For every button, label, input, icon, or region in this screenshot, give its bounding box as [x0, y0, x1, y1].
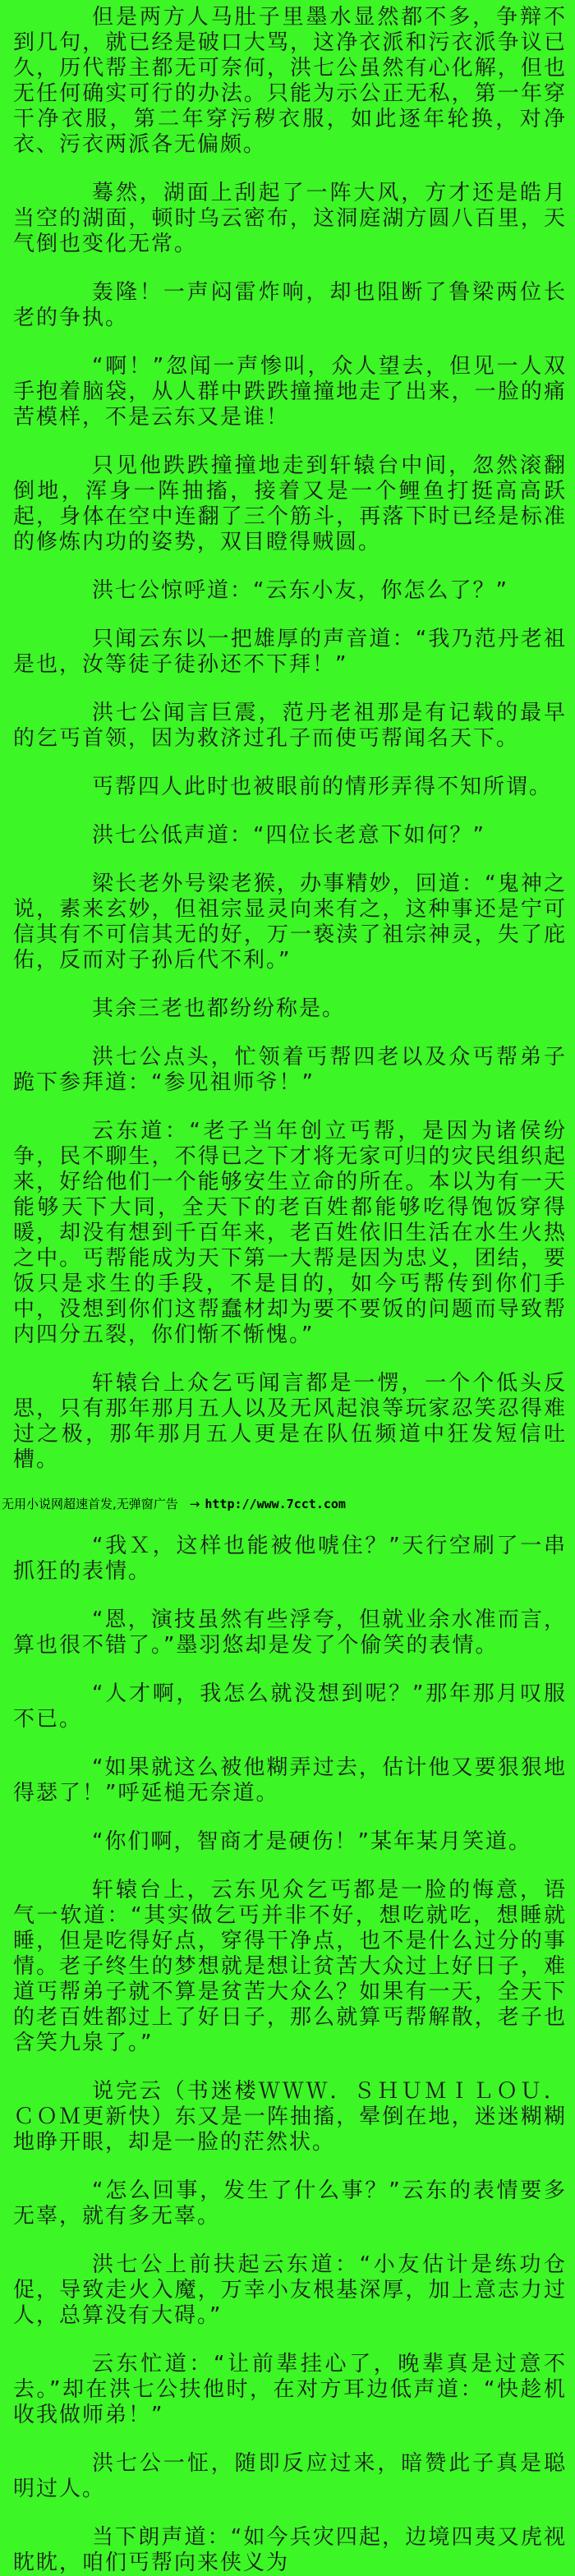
novel-paragraph: 洪七公闻言巨震，范丹老祖那是有记载的最早的乞丐首领，因为救济过孔子而使丐帮闻名天下。: [13, 701, 567, 751]
novel-paragraph: 说完云（书迷楼ＷＷＷ．ＳＨＵＭＩＬＯＵ．ＣＯＭ更新快）东又是一阵抽搐，晕倒在地，迷迷糊糊地睁开眼，却是一脸的茫然状。: [13, 2079, 567, 2155]
novel-paragraph: “啊！”忽闻一声惨叫，众人望去，但见一人双手抱着脑袋，从人群中跌跌撞撞地走了出来，一脸的痛苦模样，不是云东又是谁！: [13, 354, 567, 430]
novel-paragraph: “我Ｘ，这样也能被他唬住？”天行空刷了一串抓狂的表情。: [13, 1534, 567, 1584]
novel-paragraph: “你们啊，智商才是硬伤！”某年某月笑道。: [92, 1829, 531, 1854]
novel-paragraph: 蓦然，湖面上刮起了一阵大风，方才还是皓月当空的湖面，顿时乌云密布，这洞庭湖方圆八百里，天气倒也变化无常。: [13, 181, 567, 256]
novel-paragraph: 云东道：“老子当年创立丐帮，是因为诸侯纷争，民不聊生，不得已之下才将无家可归的灾民组织起来，好给他们一个能够安生立命的所在。本以为有一天能够天下大同，全天下的老百姓都能够吃得饱饭穿得暖，却没有想到千百年来，老百姓依旧生活在水生火热之中。丐帮能成为天下第一大帮是因为忠义，团结，要饭只是求生的手段，不是目的，如今丐帮传到你们手中，没想到你们这帮蠢材却为要不要饭的问题而导致帮内四分五裂，你们惭不惭愧。”: [13, 1119, 567, 1347]
novel-paragraph: 轩辕台上众乞丐闻言都是一愣，一个个低头反思，只有那年那月五人以及无风起浪等玩家忍笑忍得难过之极，那年那月五人更是在队伍频道中狂发短信吐槽。: [13, 1371, 567, 1472]
ad-url-link[interactable]: http://www.7cct.com: [205, 1497, 346, 1511]
ad-banner: [0, 1496, 575, 1512]
novel-paragraph: 梁长老外号梁老猴，办事精妙，回道：“鬼神之说，素来玄妙，但祖宗显灵向来有之，这种事还是宁可信其有不可信其无的好，万一亵渎了祖宗神灵，失了庇佑，反而对子孙后代不利。”: [13, 872, 567, 973]
novel-paragraph: 只见他跌跌撞撞地走到轩辕台中间，忽然滚翻倒地，浑身一阵抽搐，接着又是一个鲤鱼打挺高高跃起，身体在空中连翻了三个筋斗，再落下时已经是标准的修炼内功的姿势，双目瞪得贼圆。: [13, 453, 567, 554]
novel-paragraph: “人才啊，我怎么就没想到呢？”那年那月叹服不已。: [13, 1681, 567, 1732]
novel-paragraph: 洪七公点头，忙领着丐帮四老以及众丐帮弟子跪下参拜道：“参见祖师爷！”: [13, 1045, 567, 1095]
novel-paragraph: “怎么回事，发生了什么事？”云东的表情要多无辜，就有多无辜。: [13, 2178, 567, 2229]
novel-paragraph: 轩辕台上，云东见众乞丐都是一脸的悔意，语气一软道：“其实做乞丐并非不好，想吃就吃，想睡就睡，但是吃得好点，穿得干净点，也不是什么过分的事情。老子终生的梦想就是想让贫苦大众过上好日子，难道丐帮弟子就不算是贫苦大众么？如果有一天，全天下的老百姓都过上了好日子，那么就算丐帮解散，老子也含笑九泉了。”: [13, 1878, 567, 2055]
novel-paragraph: 云东忙道：“让前辈挂心了，晚辈真是过意不去。”却在洪七公扶他时，在对方耳边低声道：“快趁机收我做师弟！”: [13, 2352, 567, 2427]
arrow-right-icon: →: [189, 1497, 200, 1511]
novel-paragraph: 但是两方人马肚子里墨水显然都不多，争辩不到几句，就已经是破口大骂，这净衣派和污衣派争议已久，历代帮主都无可奈何，洪七公虽然有心化解，但也无任何确实可行的办法。只能为示公正无私，第一年穿干净衣服，第二年穿污秽衣服，如此逐年轮换，对净衣、污衣两派各无偏颇。: [13, 5, 567, 157]
novel-paragraph: “恩，演技虽然有些浮夸，但就业余水准而言，算也很不错了。”墨羽悠却是发了个偷笑的表情。: [13, 1608, 567, 1658]
novel-paragraph: 轰隆！一声闷雷炸响，却也阻断了鲁梁两位长老的争执。: [13, 280, 567, 330]
novel-paragraph: 洪七公上前扶起云东道：“小友估计是练功仓促，导致走火入魔，万幸小友根基深厚，加上意志力过人，总算没有大碍。”: [13, 2252, 567, 2328]
novel-paragraph: 当下朗声道：“如今兵灾四起，边境四夷又虎视眈眈，咱们丐帮向来侠义为: [13, 2525, 567, 2575]
novel-paragraph: 其余三老也都纷纷称是。: [92, 996, 346, 1021]
novel-paragraph: “如果就这么被他糊弄过去，估计他又要狠狠地得瑟了！”呼延槌无奈道。: [13, 1755, 567, 1806]
novel-paragraph: 洪七公惊呼道：“云东小友，你怎么了？”: [92, 578, 508, 603]
novel-paragraph: 洪七公低声道：“四位长老意下如何？”: [92, 823, 485, 848]
novel-paragraph: 洪七公一怔，随即反应过来，暗赞此子真是聪明过人。: [13, 2451, 567, 2501]
novel-paragraph: 丐帮四人此时也被眼前的情形弄得不知所谓。: [92, 775, 553, 799]
ad-text: 无用小说网超速首发,无弹窗广告: [2, 1497, 178, 1511]
novel-paragraph: 只闻云东以一把雄厚的声音道：“我乃范丹老祖是也，汝等徒子徒孙还不下拜！”: [13, 627, 567, 677]
